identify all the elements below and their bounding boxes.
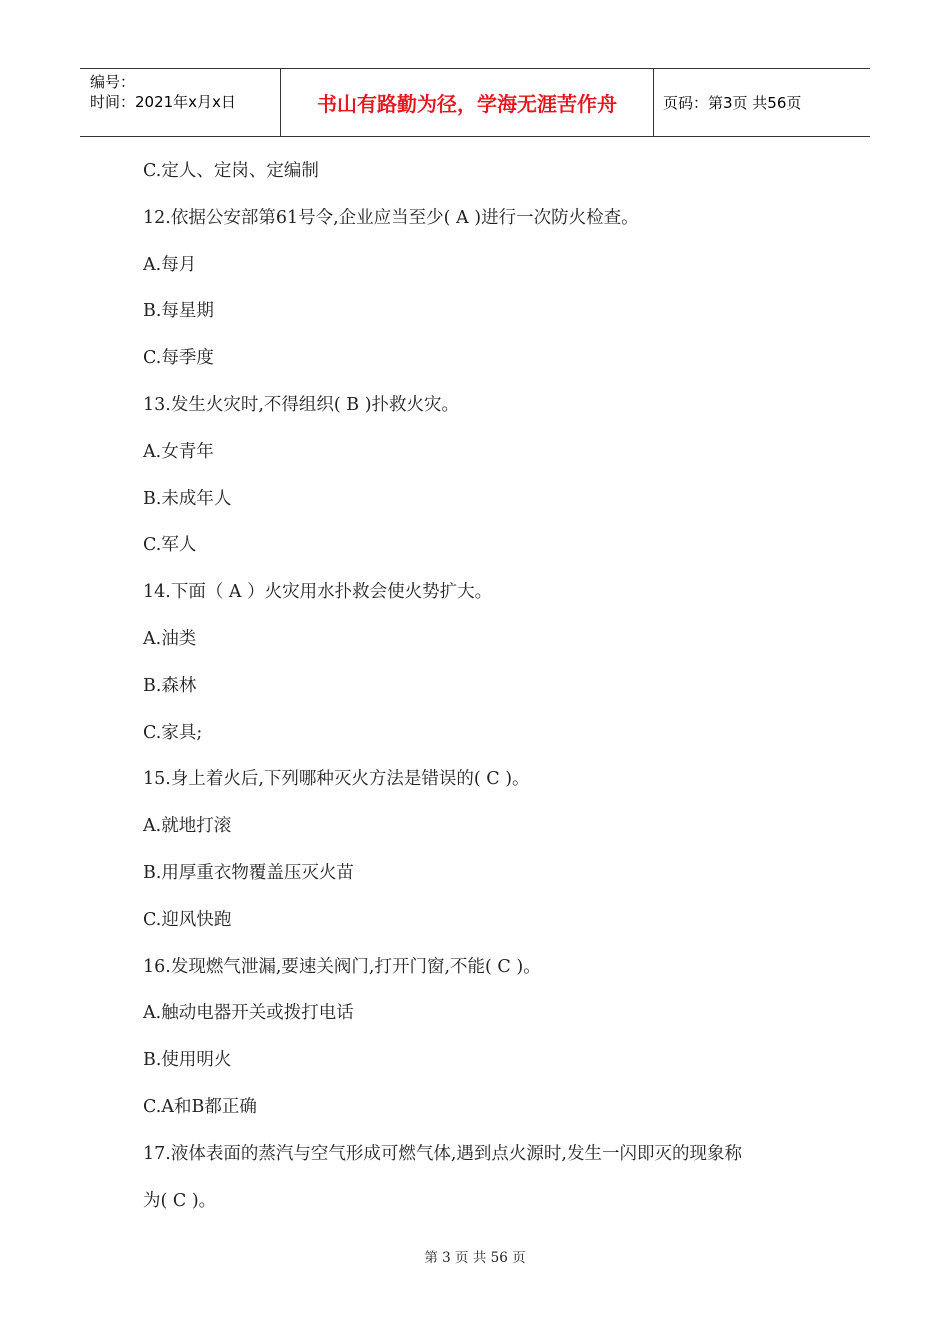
text-line: A.女青年 — [143, 441, 214, 462]
header-meta-cell — [80, 69, 281, 136]
page-header — [80, 68, 870, 137]
header-motto: 书山有路勤为径，学海无涯苦作舟 — [281, 69, 654, 136]
text-line: C.家具; — [143, 722, 203, 743]
text-line: 为( C )。 — [143, 1190, 217, 1211]
text-line: A.每月 — [143, 254, 197, 275]
document-number-label: 编号： — [90, 73, 136, 91]
text-line: C.A和B都正确 — [143, 1096, 257, 1117]
text-line: B.森林 — [143, 675, 197, 696]
text-line: 12.依据公安部第61号令,企业应当至少( A )进行一次防火检查。 — [143, 207, 639, 228]
text-line: C.定人、定岗、定编制 — [143, 161, 319, 181]
header-page-info: 页码：第3页 共56页 — [663, 94, 802, 112]
document-date-label: 时间：2021年x月x日 — [90, 93, 236, 111]
text-line: 17.液体表面的蒸汽与空气形成可燃气体,遇到点火源时,发生一闪即灭的现象称 — [143, 1143, 742, 1164]
text-line: 15.身上着火后,下列哪种灭火方法是错误的( C )。 — [143, 769, 530, 790]
text-line: B.用厚重衣物覆盖压灭火苗 — [143, 862, 354, 883]
text-line: B.每星期 — [143, 301, 214, 322]
text-line: C.军人 — [143, 535, 197, 556]
text-line: A.就地打滚 — [143, 816, 232, 837]
text-line: B.使用明火 — [143, 1050, 232, 1071]
page-footer: 第 3 页 共 56 页 — [424, 1250, 526, 1266]
text-line: C.每季度 — [143, 348, 214, 369]
text-line: 14.下面（ A ）火灾用水扑救会使火势扩大。 — [143, 582, 493, 603]
text-line: 13.发生火灾时,不得组织( B )扑救火灾。 — [143, 394, 460, 415]
text-line: C.迎风快跑 — [143, 909, 232, 930]
text-line: A.油类 — [143, 628, 197, 649]
document-body — [143, 148, 823, 1224]
text-line: B.未成年人 — [143, 488, 232, 509]
text-line: A.触动电器开关或拨打电话 — [143, 1003, 354, 1024]
text-line: 16.发现燃气泄漏,要速关阀门,打开门窗,不能( C )。 — [143, 956, 541, 977]
